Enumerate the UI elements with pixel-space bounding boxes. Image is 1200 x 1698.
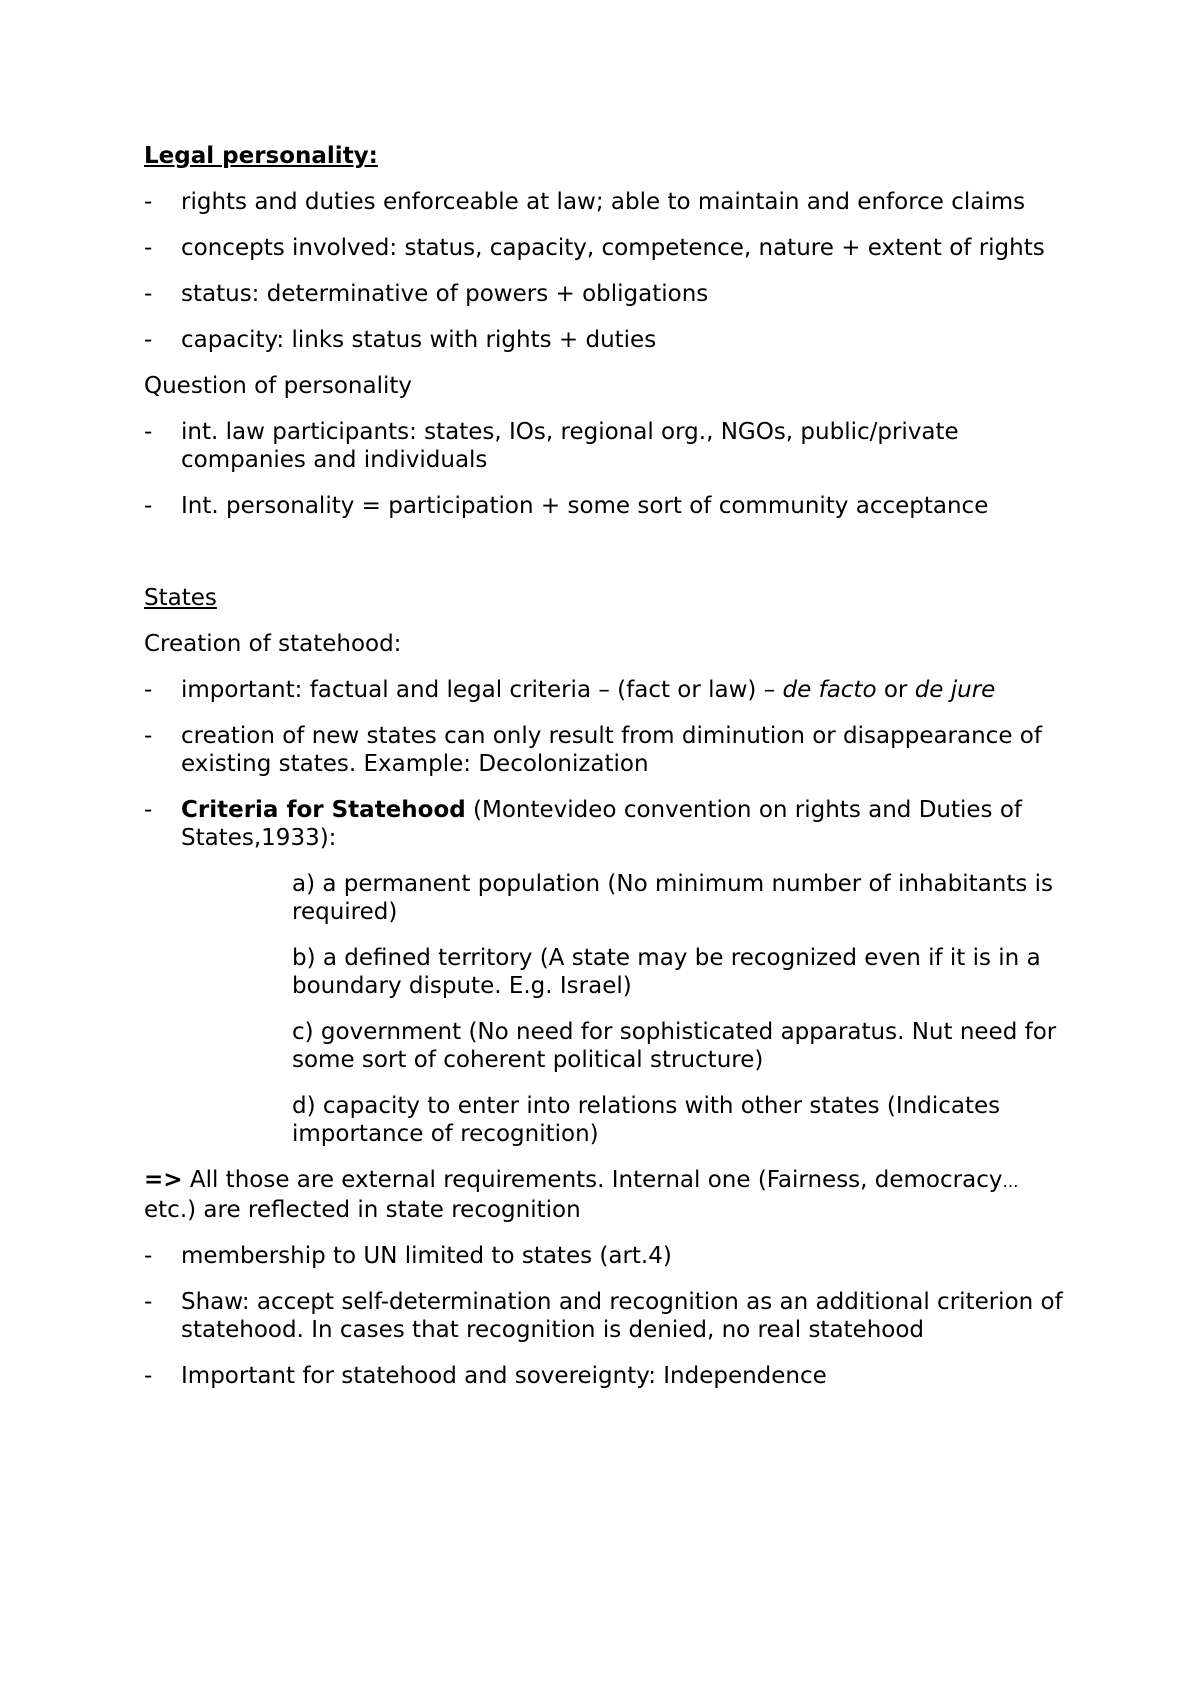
external-requirements-note [144,1166,1064,1224]
bullet-text: creation of new states can only result from diminution or disappearance of existing states. Example: Decolonization [181,723,1042,777]
bullet-int-personality [144,492,1064,520]
bullet-status [144,280,1064,308]
bullet-dash: - [144,1289,153,1315]
bullet-dash: - [144,1363,153,1389]
bullet-text: Shaw: accept self-determination and recognition as an additional criterion of statehood. In cases that recognition is denied, no real statehood [181,1289,1063,1343]
question-of-personality: Question of personality [144,373,413,399]
bullet-factual-legal [144,676,1064,704]
document-page [144,142,1064,1408]
bullet-text: int. law participants: states, IOs, regional org., NGOs, public/private companies and individuals [181,419,959,473]
bullet-capacity [144,326,1064,354]
bullet-dash: - [144,281,153,307]
bullet-criteria [144,796,1064,852]
bullet-dash: - [144,677,153,703]
criterion-capacity: d) capacity to enter into relations with other states (Indicates importance of recognition) [292,1093,1001,1147]
bullet-text: capacity: links status with rights + duties [181,327,657,353]
bullet-dash: - [144,797,153,823]
de-facto-term: de facto [782,677,877,703]
bullet-dash: - [144,419,153,445]
bullet-text: Int. personality = participation + some sort of community acceptance [181,493,989,519]
bullet-dash: - [144,235,153,261]
de-jure-term: de jure [914,677,996,703]
bullet-text: concepts involved: status, capacity, competence, nature + extent of rights [181,235,1045,261]
creation-of-statehood: Creation of statehood: [144,631,402,657]
criterion-population: a) a permanent population (No minimum number of inhabitants is required) [292,871,1053,925]
heading-legal-personality: Legal personality: [144,143,378,169]
bullet-dash: - [144,493,153,519]
bullet-concepts [144,234,1064,262]
bullet-text: Important for statehood and sovereignty: Independence [181,1363,827,1389]
section-spacer [144,538,1064,584]
bullet-un-membership [144,1242,1064,1270]
criterion-territory: b) a defined territory (A state may be recognized even if it is in a boundary dispute. E.g. Israel) [292,945,1041,999]
bullet-dash: - [144,327,153,353]
bullet-dash: - [144,723,153,749]
arrow-marker: => [144,1167,183,1193]
bullet-text: membership to UN limited to states (art.4) [181,1243,672,1269]
criterion-government: c) government (No need for sophisticated apparatus. Nut need for some sort of coherent political structure) [292,1019,1057,1073]
bullet-text-mid: or [876,677,915,703]
criteria-source: (Montevideo convention on rights and Duties of States,1933): [181,797,1023,851]
note-text-2: etc.) are reflected in state recognition [144,1197,581,1223]
bullet-shaw [144,1288,1064,1344]
bullet-participants [144,418,1064,474]
note-ellipsis: … [1002,1172,1019,1191]
bullet-text-prefix: important: factual and legal criteria – (fact or law) – [181,677,783,703]
heading-states: States [144,585,217,611]
bullet-rights-duties [144,188,1064,216]
bullet-dash: - [144,189,153,215]
note-text-1: All those are external requirements. Internal one (Fairness, democracy [182,1167,1003,1193]
bullet-independence [144,1362,1064,1390]
bullet-new-states [144,722,1064,778]
criteria-title: Criteria for Statehood [181,797,466,823]
bullet-text: rights and duties enforceable at law; able to maintain and enforce claims [181,189,1026,215]
bullet-dash: - [144,1243,153,1269]
bullet-text: status: determinative of powers + obligations [181,281,709,307]
